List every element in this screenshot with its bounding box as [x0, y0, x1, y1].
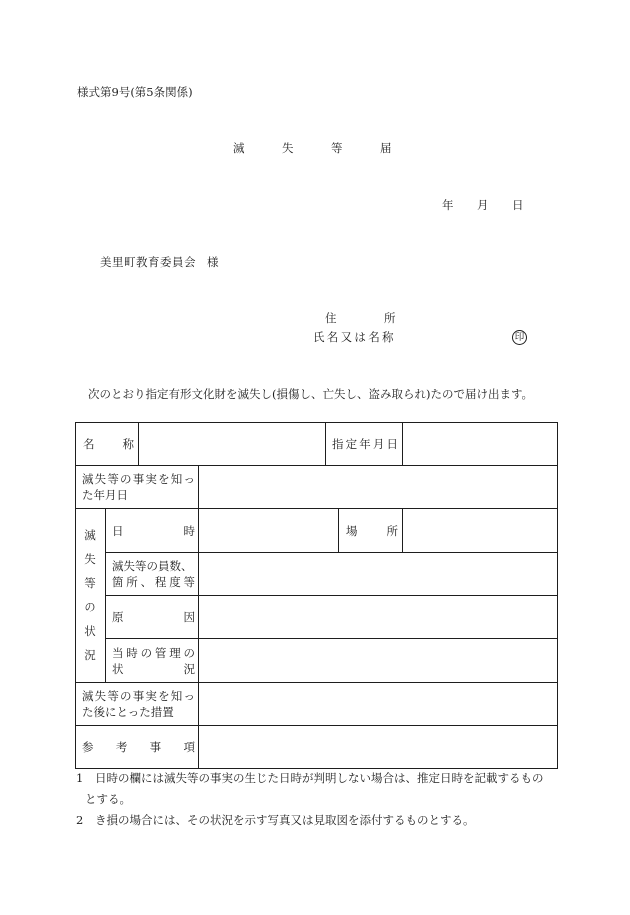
place-value-cell: [402, 508, 558, 553]
designation-date-label-cell: [325, 422, 403, 466]
extent-label-line: 滅失等の員数、: [112, 559, 193, 573]
known-date-value-cell: [198, 465, 558, 509]
statement-text: 次のとおり指定有形文化財を滅失し(損傷し、亡失し、盗み取られ)たので届け出ます。: [88, 387, 534, 401]
known-date-label-line: 滅失等の事実を知っ: [82, 472, 195, 486]
remarks-label: 参考事項: [82, 740, 195, 754]
note-number: 1: [76, 771, 84, 785]
known-date-label-cell: [75, 465, 199, 509]
measures-value-cell: [198, 682, 558, 726]
date-month-label: 月: [477, 198, 489, 212]
designation-date-value-cell: [402, 422, 558, 466]
extent-value-cell: [198, 552, 558, 596]
place-label: 場所: [346, 523, 398, 538]
name-label: 名称: [83, 437, 134, 451]
status-label-cell: [75, 508, 106, 683]
datetime-label: 日時: [112, 523, 195, 538]
note-text-line: き損の場合には、その状況を示す写真又は見取図を添付するものとする。: [95, 813, 475, 827]
cause-value-cell: [198, 595, 558, 639]
name-label-cell: [75, 422, 139, 466]
cause-label-cell: [105, 595, 199, 639]
place-label-cell: [338, 508, 403, 553]
management-label-cell: [105, 638, 199, 683]
name-value-cell: [138, 422, 326, 466]
known-date-label-line: た年月日: [82, 488, 128, 502]
seal-icon: 印: [512, 330, 527, 345]
extent-label-cell: [105, 552, 199, 596]
designation-date-label: 指定年月日: [332, 437, 398, 451]
management-label-line: 当時の管理の: [112, 645, 195, 660]
extent-label-line: 箇所、程度等: [112, 575, 195, 589]
note-number: 2: [76, 813, 84, 827]
management-value-cell: [198, 638, 558, 683]
addressee-honorific: 様: [207, 255, 219, 269]
date-day-label: 日: [512, 198, 524, 212]
datetime-label-cell: [105, 508, 199, 553]
management-label-line: 状況: [112, 661, 195, 676]
status-label: 滅失等の状況: [83, 529, 97, 673]
document-title: 滅失等届: [233, 141, 429, 155]
remarks-value-cell: [198, 725, 558, 769]
addressee-name: 美里町教育委員会: [100, 255, 196, 269]
measures-label-cell: [75, 682, 199, 726]
date-year-label: 年: [442, 198, 454, 212]
cause-label: 原因: [112, 610, 195, 624]
note-text-line: 日時の欄には滅失等の事実の生じた日時が判明しない場合は、推定日時を記載するもの: [95, 771, 544, 785]
form-number: 様式第9号(第5条関係): [77, 85, 193, 99]
name-label: 氏名又は名称: [313, 330, 396, 344]
note-text-line: とする。: [85, 792, 131, 806]
datetime-value-cell: [198, 508, 339, 553]
address-label: 住所: [325, 311, 443, 325]
remarks-label-cell: [75, 725, 199, 769]
measures-label-line: 滅失等の事実を知っ: [82, 689, 195, 703]
measures-label-line: た後にとった措置: [82, 705, 174, 719]
